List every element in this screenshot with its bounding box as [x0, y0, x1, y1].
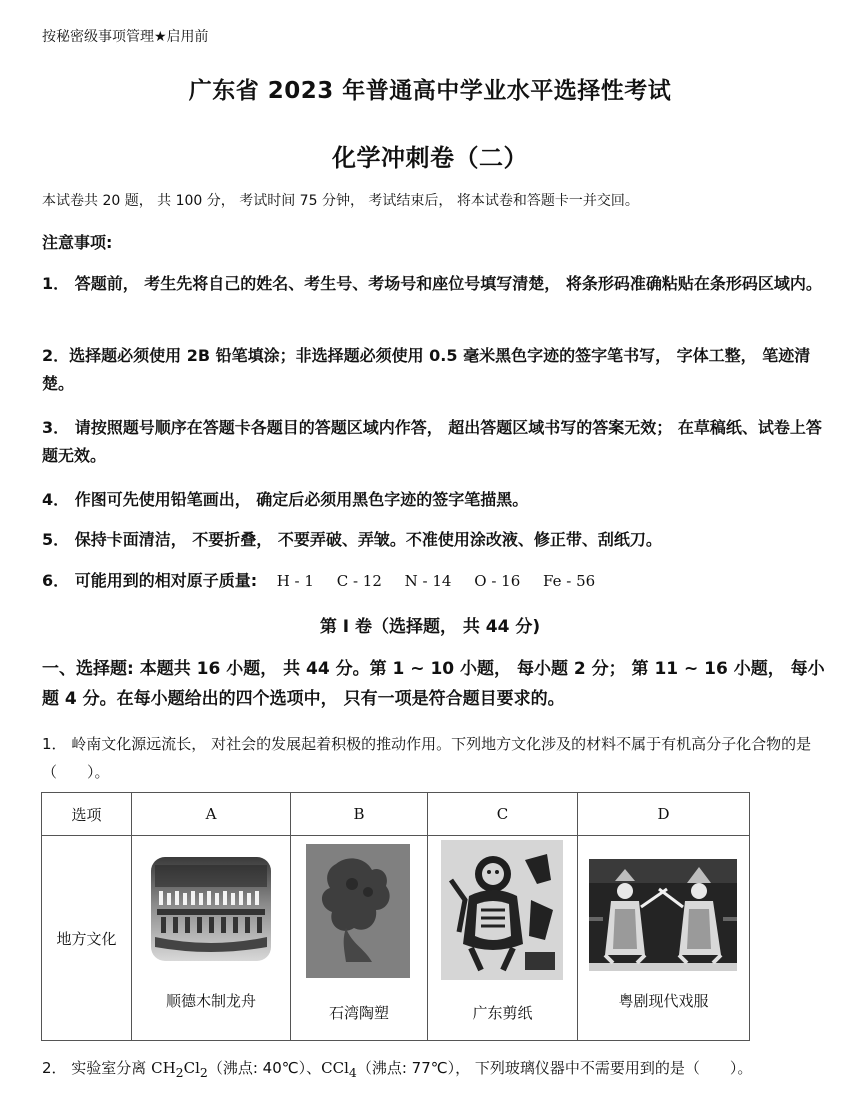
formula-part: Cl [183, 1059, 200, 1077]
cantonese-opera-costume-photo [589, 859, 737, 971]
table-header-cell: B [291, 793, 428, 836]
question-2-prefix: 2． 实验室分离 [42, 1059, 152, 1077]
note-item-atomic-masses [42, 567, 832, 595]
note-item: 2．选择题必须使用 2B 铅笔填涂；非选择题必须使用 0.5 毫米黑色字迹的签字笔书写， 字体工整， 笔迹清楚。 [42, 346, 811, 393]
table-header-row [42, 793, 750, 836]
note-item: 3． 请按照题号顺序在答题卡各题目的答题区域内作答， 超出答题区域书写的答案无效； 在草稿纸、试卷上答题无效。 [42, 418, 822, 465]
formula-part: CCl [321, 1059, 349, 1077]
shiwan-pottery-photo [306, 844, 410, 978]
formula-subscript: 2 [199, 1065, 208, 1080]
notes-heading: 注意事项: [42, 233, 113, 252]
atomic-masses-label: 6． 可能用到的相对原子质量: [42, 571, 258, 590]
exam-title: 广东省 2023 年普通高中学业水平选择性考试 [188, 78, 672, 104]
option-c-cell [428, 836, 578, 1041]
boiling-point-2: （沸点: 77℃）， 下列玻璃仪器中不需要用到的是（ ）。 [356, 1059, 753, 1077]
boiling-point-1: （沸点: 40℃）、 [207, 1059, 322, 1077]
table-header-cell: C [428, 793, 578, 836]
formula-part: CH [151, 1059, 176, 1077]
exam-subtitle: 化学冲刺卷（二） [332, 144, 528, 172]
option-c-caption: 广东剪纸 [472, 1004, 533, 1022]
compound-ccl4 [321, 1059, 357, 1080]
atomic-masses-list [263, 572, 600, 590]
table-header-cell: D [578, 793, 750, 836]
confidential-notice: 按秘密级事项管理★启用前 [42, 29, 209, 45]
compound-ch2cl2 [151, 1059, 208, 1080]
atomic-mass: Fe - 56 [543, 572, 596, 590]
option-d-caption: 粤剧现代戏服 [618, 992, 709, 1010]
table-row [42, 836, 750, 1041]
atomic-mass: O - 16 [474, 572, 521, 590]
option-d-cell [578, 836, 750, 1041]
table-header-cell: A [132, 793, 291, 836]
atomic-mass: C - 12 [336, 572, 382, 590]
option-a-caption: 顺德木制龙舟 [165, 992, 256, 1010]
formula-subscript: 4 [348, 1065, 357, 1080]
option-b-caption: 石湾陶塑 [328, 1004, 389, 1022]
dragon-boat-photo [151, 857, 271, 961]
note-item: 4． 作图可先使用铅笔画出， 确定后必须用黑色字迹的签字笔描黑。 [42, 490, 529, 509]
section-instructions: 一、选择题: 本题共 16 小题， 共 44 分。第 1 ~ 10 小题， 每小题 2 分； 第 11 ~ 16 小题， 每小题 4 分。在每小题给出的四个选项中， 只有一项是符合题目要求的。 [42, 659, 825, 709]
note-item: 1． 答题前， 考生先将自己的姓名、考生号、考场号和座位号填写清楚， 将条形码准确粘贴在条形码区域内。 [42, 274, 822, 293]
option-b-cell [291, 836, 428, 1041]
exam-intro: 本试卷共 20 题， 共 100 分， 考试时间 75 分钟， 考试结束后， 将本试卷和答题卡一并交回。 [42, 193, 639, 209]
section-title: 第 I 卷（选择题， 共 44 分) [319, 617, 541, 637]
papercut-photo [441, 840, 563, 980]
atomic-mass: H - 1 [276, 572, 314, 590]
atomic-mass: N - 14 [404, 572, 452, 590]
question-2-text [42, 1054, 842, 1087]
question-1-text: 1． 岭南文化源远流长， 对社会的发展起着积极的推动作用。下列地方文化涉及的材料不属于有机高分子化合物的是（ ）。 [42, 735, 812, 781]
formula-subscript: 2 [175, 1065, 184, 1080]
table-header-cell: 选项 [42, 793, 132, 836]
row-label: 地方文化 [42, 836, 132, 1041]
option-a-cell [132, 836, 291, 1041]
note-item: 5． 保持卡面清洁， 不要折叠， 不要弄破、弄皱。不准使用涂改液、修正带、刮纸刀。 [42, 530, 662, 549]
question-1-options-table [41, 792, 750, 1041]
